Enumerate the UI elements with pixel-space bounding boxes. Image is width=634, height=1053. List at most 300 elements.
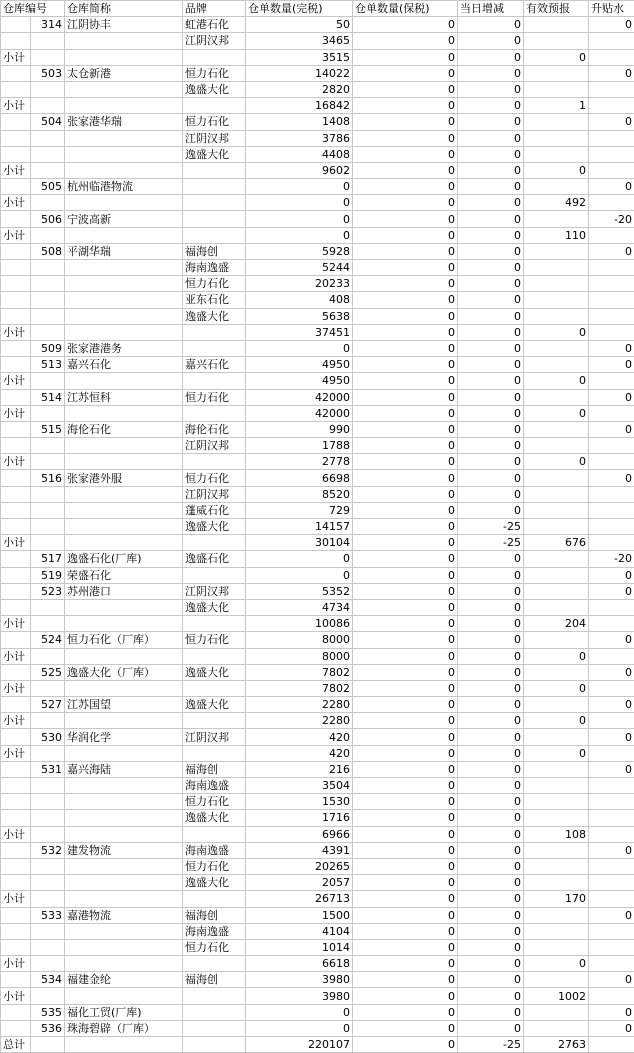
premium-discount-cell <box>589 826 634 842</box>
brand-cell: 江阴汉邦 <box>183 583 246 599</box>
qty-duty-paid-cell: 14022 <box>246 65 353 81</box>
warehouse-code-cell <box>31 745 65 761</box>
warehouse-name-cell <box>65 794 183 810</box>
warehouse-code-cell: 505 <box>31 179 65 195</box>
warehouse-code-cell <box>31 988 65 1004</box>
qty-duty-paid-cell: 20233 <box>246 276 353 292</box>
brand-cell: 恒力石化 <box>183 632 246 648</box>
table-row <box>1 988 634 1004</box>
header-qty-bonded: 仓单数量(保税) <box>353 1 458 17</box>
qty-duty-paid-cell: 3980 <box>246 972 353 988</box>
warehouse-code-cell <box>31 276 65 292</box>
daily-change-cell: 0 <box>458 421 524 437</box>
premium-discount-cell: 0 <box>589 1004 634 1020</box>
premium-discount-cell: 0 <box>589 632 634 648</box>
warehouse-code-cell <box>31 49 65 65</box>
daily-change-cell: 0 <box>458 988 524 1004</box>
brand-cell: 恒力石化 <box>183 794 246 810</box>
qty-bonded-cell: 0 <box>353 162 458 178</box>
valid-forecast-cell: 0 <box>524 713 589 729</box>
row-label-cell <box>1 130 31 146</box>
warehouse-code-cell <box>31 98 65 114</box>
qty-duty-paid-cell: 4104 <box>246 923 353 939</box>
qty-bonded-cell: 0 <box>353 599 458 615</box>
warehouse-code-cell: 527 <box>31 697 65 713</box>
qty-bonded-cell: 0 <box>353 616 458 632</box>
row-label-cell <box>1 923 31 939</box>
daily-change-cell: 0 <box>458 956 524 972</box>
daily-change-cell: 0 <box>458 130 524 146</box>
premium-discount-cell <box>589 308 634 324</box>
brand-cell <box>183 195 246 211</box>
table-row <box>1 923 634 939</box>
daily-change-cell: 0 <box>458 243 524 259</box>
warehouse-name-cell <box>65 616 183 632</box>
qty-bonded-cell: 0 <box>353 243 458 259</box>
table-row <box>1 599 634 615</box>
valid-forecast-cell <box>524 179 589 195</box>
warehouse-name-cell <box>65 923 183 939</box>
warehouse-name-cell: 张家港华瑞 <box>65 114 183 130</box>
premium-discount-cell: 0 <box>589 664 634 680</box>
row-label-cell: 小计 <box>1 195 31 211</box>
qty-bonded-cell: 0 <box>353 858 458 874</box>
brand-cell <box>183 745 246 761</box>
row-label-cell: 小计 <box>1 98 31 114</box>
premium-discount-cell <box>589 162 634 178</box>
qty-bonded-cell: 0 <box>353 745 458 761</box>
qty-bonded-cell: 0 <box>353 1020 458 1036</box>
qty-bonded-cell: 0 <box>353 1004 458 1020</box>
qty-bonded-cell: 0 <box>353 907 458 923</box>
brand-cell: 海南逸盛 <box>183 923 246 939</box>
premium-discount-cell <box>589 794 634 810</box>
warehouse-name-cell: 宁波高新 <box>65 211 183 227</box>
warehouse-code-cell <box>31 599 65 615</box>
row-label-cell <box>1 810 31 826</box>
valid-forecast-cell <box>524 778 589 794</box>
qty-bonded-cell: 0 <box>353 810 458 826</box>
warehouse-code-cell: 504 <box>31 114 65 130</box>
premium-discount-cell <box>589 778 634 794</box>
daily-change-cell: 0 <box>458 65 524 81</box>
table-row <box>1 680 634 696</box>
valid-forecast-cell <box>524 438 589 454</box>
valid-forecast-cell <box>524 551 589 567</box>
premium-discount-cell: -20 <box>589 551 634 567</box>
row-label-cell <box>1 357 31 373</box>
row-label-cell <box>1 502 31 518</box>
row-label-cell: 小计 <box>1 405 31 421</box>
qty-duty-paid-cell: 1408 <box>246 114 353 130</box>
table-row <box>1 486 634 502</box>
valid-forecast-cell <box>524 519 589 535</box>
brand-cell <box>183 454 246 470</box>
qty-bonded-cell: 0 <box>353 664 458 680</box>
premium-discount-cell <box>589 438 634 454</box>
qty-bonded-cell: 0 <box>353 794 458 810</box>
valid-forecast-cell: 0 <box>524 324 589 340</box>
warehouse-name-cell: 建发物流 <box>65 842 183 858</box>
warehouse-name-cell: 张家港港务 <box>65 340 183 356</box>
valid-forecast-cell: 0 <box>524 454 589 470</box>
row-label-cell <box>1 340 31 356</box>
qty-bonded-cell: 0 <box>353 583 458 599</box>
qty-bonded-cell: 0 <box>353 470 458 486</box>
qty-duty-paid-cell: 408 <box>246 292 353 308</box>
header-brand: 品牌 <box>183 1 246 17</box>
table-row <box>1 130 634 146</box>
qty-bonded-cell: 0 <box>353 648 458 664</box>
valid-forecast-cell <box>524 599 589 615</box>
warehouse-name-cell <box>65 956 183 972</box>
valid-forecast-cell <box>524 65 589 81</box>
valid-forecast-cell <box>524 1004 589 1020</box>
row-label-cell: 小计 <box>1 988 31 1004</box>
brand-cell: 海南逸盛 <box>183 842 246 858</box>
daily-change-cell: -25 <box>458 1037 524 1053</box>
table-row <box>1 1037 634 1053</box>
row-label-cell <box>1 729 31 745</box>
qty-bonded-cell: 0 <box>353 502 458 518</box>
table-row <box>1 324 634 340</box>
daily-change-cell: 0 <box>458 599 524 615</box>
valid-forecast-cell: 1002 <box>524 988 589 1004</box>
brand-cell: 恒力石化 <box>183 858 246 874</box>
qty-bonded-cell: 0 <box>353 114 458 130</box>
daily-change-cell: 0 <box>458 33 524 49</box>
qty-bonded-cell: 0 <box>353 340 458 356</box>
warehouse-code-cell <box>31 130 65 146</box>
warehouse-name-cell <box>65 519 183 535</box>
daily-change-cell: 0 <box>458 680 524 696</box>
qty-duty-paid-cell: 5638 <box>246 308 353 324</box>
qty-bonded-cell: 0 <box>353 49 458 65</box>
qty-bonded-cell: 0 <box>353 260 458 276</box>
daily-change-cell: 0 <box>458 470 524 486</box>
daily-change-cell: 0 <box>458 794 524 810</box>
qty-duty-paid-cell: 30104 <box>246 535 353 551</box>
warehouse-name-cell <box>65 778 183 794</box>
valid-forecast-cell <box>524 340 589 356</box>
qty-bonded-cell: 0 <box>353 842 458 858</box>
premium-discount-cell: 0 <box>589 567 634 583</box>
row-label-cell: 小计 <box>1 535 31 551</box>
daily-change-cell: 0 <box>458 972 524 988</box>
premium-discount-cell <box>589 227 634 243</box>
header-valid-forecast: 有效预报 <box>524 1 589 17</box>
table-row <box>1 664 634 680</box>
table-row <box>1 81 634 97</box>
valid-forecast-cell <box>524 211 589 227</box>
brand-cell: 江阴汉邦 <box>183 438 246 454</box>
table-row <box>1 389 634 405</box>
qty-bonded-cell: 0 <box>353 939 458 955</box>
warehouse-name-cell <box>65 875 183 891</box>
row-label-cell <box>1 17 31 33</box>
qty-duty-paid-cell: 4391 <box>246 842 353 858</box>
premium-discount-cell: 0 <box>589 1020 634 1036</box>
qty-duty-paid-cell: 5352 <box>246 583 353 599</box>
warehouse-name-cell: 平湖华瑞 <box>65 243 183 259</box>
qty-duty-paid-cell: 420 <box>246 729 353 745</box>
warehouse-code-cell <box>31 810 65 826</box>
row-label-cell <box>1 1020 31 1036</box>
brand-cell: 海南逸盛 <box>183 778 246 794</box>
qty-duty-paid-cell: 2057 <box>246 875 353 891</box>
brand-cell: 逸盛大化 <box>183 146 246 162</box>
qty-duty-paid-cell: 50 <box>246 17 353 33</box>
premium-discount-cell <box>589 405 634 421</box>
premium-discount-cell: 0 <box>589 243 634 259</box>
daily-change-cell: 0 <box>458 454 524 470</box>
warehouse-name-cell: 福建金纶 <box>65 972 183 988</box>
premium-discount-cell: 0 <box>589 470 634 486</box>
table-row <box>1 875 634 891</box>
table-row <box>1 535 634 551</box>
premium-discount-cell <box>589 130 634 146</box>
valid-forecast-cell: 110 <box>524 227 589 243</box>
daily-change-cell: 0 <box>458 373 524 389</box>
daily-change-cell: 0 <box>458 923 524 939</box>
premium-discount-cell: 0 <box>589 729 634 745</box>
warehouse-name-cell <box>65 535 183 551</box>
premium-discount-cell <box>589 98 634 114</box>
table-row <box>1 1020 634 1036</box>
premium-discount-cell: 0 <box>589 972 634 988</box>
warehouse-code-cell <box>31 794 65 810</box>
premium-discount-cell <box>589 891 634 907</box>
valid-forecast-cell <box>524 486 589 502</box>
header-daily-change: 当日增减 <box>458 1 524 17</box>
row-label-cell <box>1 438 31 454</box>
qty-duty-paid-cell: 14157 <box>246 519 353 535</box>
row-label-cell: 小计 <box>1 454 31 470</box>
qty-duty-paid-cell: 2280 <box>246 713 353 729</box>
valid-forecast-cell: 0 <box>524 648 589 664</box>
qty-duty-paid-cell: 8000 <box>246 632 353 648</box>
warehouse-code-cell <box>31 923 65 939</box>
premium-discount-cell <box>589 519 634 535</box>
daily-change-cell: 0 <box>458 179 524 195</box>
warehouse-code-cell: 531 <box>31 761 65 777</box>
warehouse-code-cell <box>31 454 65 470</box>
valid-forecast-cell <box>524 260 589 276</box>
valid-forecast-cell <box>524 33 589 49</box>
warehouse-code-cell <box>31 1037 65 1053</box>
warehouse-name-cell: 海伦石化 <box>65 421 183 437</box>
qty-bonded-cell: 0 <box>353 146 458 162</box>
daily-change-cell: 0 <box>458 583 524 599</box>
qty-bonded-cell: 0 <box>353 1037 458 1053</box>
daily-change-cell: 0 <box>458 276 524 292</box>
brand-cell: 福海创 <box>183 243 246 259</box>
valid-forecast-cell <box>524 470 589 486</box>
warehouse-name-cell: 嘉兴石化 <box>65 357 183 373</box>
valid-forecast-cell: 1 <box>524 98 589 114</box>
brand-cell <box>183 405 246 421</box>
qty-duty-paid-cell: 1716 <box>246 810 353 826</box>
row-label-cell <box>1 65 31 81</box>
qty-bonded-cell: 0 <box>353 697 458 713</box>
row-label-cell <box>1 519 31 535</box>
brand-cell <box>183 616 246 632</box>
warehouse-code-cell <box>31 502 65 518</box>
table-row <box>1 195 634 211</box>
table-row <box>1 308 634 324</box>
brand-cell: 江阴汉邦 <box>183 130 246 146</box>
table-row <box>1 146 634 162</box>
premium-discount-cell <box>589 875 634 891</box>
premium-discount-cell <box>589 49 634 65</box>
header-warehouse-code: 仓库编号 <box>1 1 65 17</box>
qty-duty-paid-cell: 1500 <box>246 907 353 923</box>
daily-change-cell: 0 <box>458 162 524 178</box>
qty-bonded-cell: 0 <box>353 389 458 405</box>
qty-bonded-cell: 0 <box>353 891 458 907</box>
warehouse-name-cell <box>65 33 183 49</box>
row-label-cell: 小计 <box>1 227 31 243</box>
qty-bonded-cell: 0 <box>353 535 458 551</box>
valid-forecast-cell <box>524 875 589 891</box>
premium-discount-cell <box>589 648 634 664</box>
row-label-cell <box>1 794 31 810</box>
brand-cell <box>183 211 246 227</box>
daily-change-cell: 0 <box>458 227 524 243</box>
header-warehouse-name: 仓库简称 <box>65 1 183 17</box>
brand-cell: 逸盛石化 <box>183 551 246 567</box>
qty-duty-paid-cell: 0 <box>246 227 353 243</box>
table-row <box>1 697 634 713</box>
warehouse-name-cell <box>65 988 183 1004</box>
warehouse-name-cell <box>65 810 183 826</box>
daily-change-cell: 0 <box>458 648 524 664</box>
brand-cell: 福海创 <box>183 761 246 777</box>
valid-forecast-cell <box>524 357 589 373</box>
qty-bonded-cell: 0 <box>353 65 458 81</box>
table-row <box>1 729 634 745</box>
qty-bonded-cell: 0 <box>353 826 458 842</box>
qty-duty-paid-cell: 3515 <box>246 49 353 65</box>
daily-change-cell: 0 <box>458 1004 524 1020</box>
brand-cell: 蓬威石化 <box>183 502 246 518</box>
row-label-cell <box>1 599 31 615</box>
qty-duty-paid-cell: 0 <box>246 179 353 195</box>
table-row <box>1 211 634 227</box>
row-label-cell <box>1 939 31 955</box>
valid-forecast-cell <box>524 130 589 146</box>
brand-cell <box>183 535 246 551</box>
table-row <box>1 761 634 777</box>
row-label-cell: 小计 <box>1 956 31 972</box>
qty-bonded-cell: 0 <box>353 33 458 49</box>
warehouse-name-cell <box>65 745 183 761</box>
warehouse-code-cell <box>31 33 65 49</box>
warehouse-name-cell: 珠海碧辟（厂库） <box>65 1020 183 1036</box>
valid-forecast-cell <box>524 794 589 810</box>
valid-forecast-cell <box>524 114 589 130</box>
warehouse-code-cell <box>31 778 65 794</box>
warehouse-code-cell: 523 <box>31 583 65 599</box>
premium-discount-cell <box>589 1037 634 1053</box>
warehouse-code-cell <box>31 195 65 211</box>
valid-forecast-cell <box>524 421 589 437</box>
valid-forecast-cell <box>524 761 589 777</box>
brand-cell: 恒力石化 <box>183 389 246 405</box>
warehouse-code-cell: 513 <box>31 357 65 373</box>
qty-duty-paid-cell: 2778 <box>246 454 353 470</box>
warehouse-code-cell: 535 <box>31 1004 65 1020</box>
valid-forecast-cell <box>524 389 589 405</box>
premium-discount-cell <box>589 502 634 518</box>
qty-bonded-cell: 0 <box>353 227 458 243</box>
brand-cell <box>183 98 246 114</box>
valid-forecast-cell <box>524 923 589 939</box>
qty-duty-paid-cell: 5928 <box>246 243 353 259</box>
brand-cell: 江阴汉邦 <box>183 729 246 745</box>
row-label-cell: 小计 <box>1 745 31 761</box>
row-label-cell <box>1 875 31 891</box>
premium-discount-cell: 0 <box>589 179 634 195</box>
daily-change-cell: 0 <box>458 778 524 794</box>
daily-change-cell: -25 <box>458 519 524 535</box>
table-row <box>1 551 634 567</box>
brand-cell: 逸盛大化 <box>183 810 246 826</box>
warehouse-code-cell: 516 <box>31 470 65 486</box>
warehouse-name-cell <box>65 680 183 696</box>
table-row <box>1 1004 634 1020</box>
premium-discount-cell <box>589 713 634 729</box>
daily-change-cell: 0 <box>458 389 524 405</box>
daily-change-cell: 0 <box>458 292 524 308</box>
warehouse-name-cell: 华润化学 <box>65 729 183 745</box>
row-label-cell <box>1 81 31 97</box>
warehouse-name-cell <box>65 162 183 178</box>
warehouse-name-cell <box>65 858 183 874</box>
row-label-cell <box>1 842 31 858</box>
brand-cell: 海南逸盛 <box>183 260 246 276</box>
qty-duty-paid-cell: 0 <box>246 340 353 356</box>
table-row <box>1 616 634 632</box>
warehouse-code-cell <box>31 308 65 324</box>
daily-change-cell: 0 <box>458 858 524 874</box>
row-label-cell: 总计 <box>1 1037 31 1053</box>
row-label-cell: 小计 <box>1 49 31 65</box>
valid-forecast-cell: 492 <box>524 195 589 211</box>
warehouse-name-cell <box>65 648 183 664</box>
brand-cell <box>183 713 246 729</box>
premium-discount-cell <box>589 535 634 551</box>
warehouse-name-cell <box>65 438 183 454</box>
warehouse-code-cell <box>31 162 65 178</box>
row-label-cell <box>1 972 31 988</box>
table-row <box>1 357 634 373</box>
warehouse-code-cell <box>31 373 65 389</box>
brand-cell: 虹港石化 <box>183 17 246 33</box>
qty-duty-paid-cell: 16842 <box>246 98 353 114</box>
premium-discount-cell <box>589 260 634 276</box>
table-row <box>1 713 634 729</box>
qty-duty-paid-cell: 37451 <box>246 324 353 340</box>
table-row <box>1 745 634 761</box>
valid-forecast-cell: 0 <box>524 49 589 65</box>
valid-forecast-cell <box>524 632 589 648</box>
qty-bonded-cell: 0 <box>353 486 458 502</box>
row-label-cell: 小计 <box>1 616 31 632</box>
daily-change-cell: 0 <box>458 98 524 114</box>
premium-discount-cell: 0 <box>589 907 634 923</box>
qty-duty-paid-cell: 42000 <box>246 389 353 405</box>
